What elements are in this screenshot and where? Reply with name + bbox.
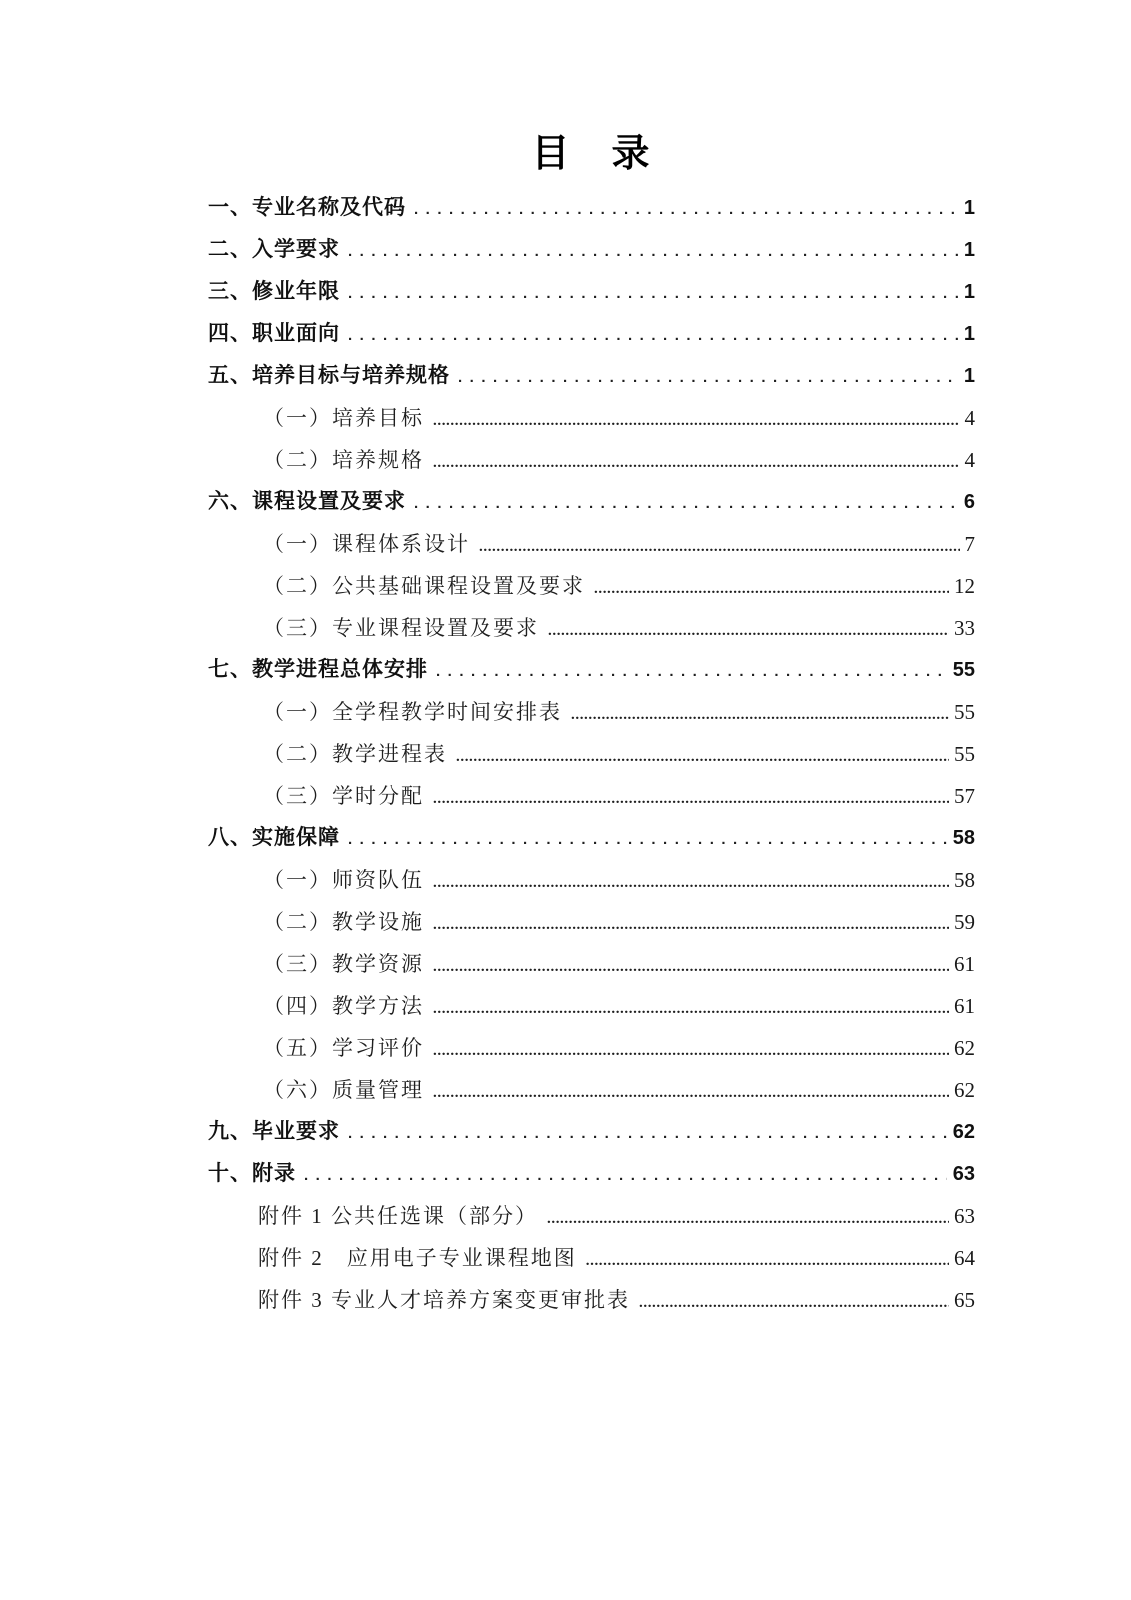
dot-leader: [414, 189, 958, 229]
toc-entry[interactable]: [208, 523, 975, 565]
dot-leader: [414, 483, 958, 523]
dot-leader: [479, 526, 960, 565]
toc-entry-label: 十、附录: [208, 1162, 296, 1185]
toc-entry-label: （四）教学方法: [263, 994, 424, 1018]
toc-entry[interactable]: [208, 985, 975, 1027]
toc-entry-label: 九、毕业要求: [208, 1120, 340, 1143]
toc-entry-label: 附件 1 公共任选课（部分）: [258, 1204, 538, 1228]
dot-leader: [348, 1113, 947, 1153]
toc-entry[interactable]: [208, 1279, 975, 1321]
dot-leader: [433, 988, 949, 1027]
toc-entry-label: 附件 3 专业人才培养方案变更审批表: [258, 1288, 630, 1312]
toc-entry-page: 59: [954, 910, 975, 934]
toc-entry-page: 33: [954, 616, 975, 640]
toc-entry[interactable]: [208, 817, 975, 859]
toc-entry-label: 三、修业年限: [208, 280, 340, 303]
dot-leader: [433, 946, 949, 985]
dot-leader: [433, 1072, 949, 1111]
dot-leader: [348, 819, 947, 859]
dot-leader: [304, 1155, 947, 1195]
toc-entry-label: （五）学习评价: [263, 1036, 424, 1060]
toc-entry-page: 65: [954, 1288, 975, 1312]
dot-leader: [639, 1282, 949, 1321]
toc-entry-page: 62: [954, 1036, 975, 1060]
toc-entry-label: （二）公共基础课程设置及要求: [263, 574, 585, 598]
toc-entry-page: 58: [954, 868, 975, 892]
dot-leader: [348, 273, 958, 313]
toc-entry[interactable]: [208, 901, 975, 943]
dot-leader: [433, 1030, 949, 1069]
toc-entry-label: （六）质量管理: [263, 1078, 424, 1102]
toc-entry-page: 7: [964, 532, 975, 556]
dot-leader: [433, 400, 960, 439]
dot-leader: [571, 694, 949, 733]
toc-entry-page: 63: [952, 1163, 975, 1185]
toc-entry-label: 七、教学进程总体安排: [208, 658, 428, 681]
toc-entry-page: 64: [954, 1246, 975, 1270]
dot-leader: [547, 1198, 949, 1237]
toc-entry-page: 1: [963, 197, 975, 219]
toc-entry-page: 55: [952, 659, 975, 681]
dot-leader: [594, 568, 949, 607]
toc-entry-label: 八、实施保障: [208, 826, 340, 849]
toc-entry-label: （一）全学程教学时间安排表: [263, 700, 562, 724]
dot-leader: [433, 778, 949, 817]
dot-leader: [458, 357, 958, 397]
toc-entry[interactable]: [208, 229, 975, 271]
toc-entry-page: 12: [954, 574, 975, 598]
toc-entry-page: 1: [963, 365, 975, 387]
toc-entry-page: 63: [954, 1204, 975, 1228]
toc-entry[interactable]: [208, 1237, 975, 1279]
toc-entry-page: 1: [963, 281, 975, 303]
dot-leader: [348, 315, 958, 355]
toc-entry-label: 附件 2 应用电子专业课程地图: [258, 1246, 577, 1270]
dot-leader: [433, 904, 949, 943]
toc-entry[interactable]: [208, 1153, 975, 1195]
toc-entry[interactable]: [208, 943, 975, 985]
toc-entry-label: 六、课程设置及要求: [208, 490, 406, 513]
toc-entry-page: 62: [954, 1078, 975, 1102]
toc-entry-label: （二）教学进程表: [263, 742, 447, 766]
toc-entry[interactable]: [208, 1111, 975, 1153]
toc-entry-page: 57: [954, 784, 975, 808]
toc-entry-page: 58: [952, 827, 975, 849]
dot-leader: [348, 231, 958, 271]
toc-content: [208, 0, 975, 1321]
toc-entry-label: 二、入学要求: [208, 238, 340, 261]
toc-entry[interactable]: [208, 859, 975, 901]
toc-entry-label: （二）教学设施: [263, 910, 424, 934]
toc-entry[interactable]: [208, 313, 975, 355]
toc-entry-label: （一）培养目标: [263, 406, 424, 430]
toc-entry[interactable]: [208, 1069, 975, 1111]
toc-entry-page: 55: [954, 742, 975, 766]
toc-entry[interactable]: [208, 397, 975, 439]
toc-entry[interactable]: [208, 481, 975, 523]
toc-entry[interactable]: [208, 565, 975, 607]
toc-entry-label: （二）培养规格: [263, 448, 424, 472]
dot-leader: [456, 736, 949, 775]
toc-entry-page: 61: [954, 994, 975, 1018]
toc-entry-page: 4: [964, 448, 975, 472]
toc-entry-page: 61: [954, 952, 975, 976]
toc-entry-label: 五、培养目标与培养规格: [208, 364, 450, 387]
toc-entry[interactable]: [208, 607, 975, 649]
toc-entry[interactable]: [208, 733, 975, 775]
toc-entry[interactable]: [208, 1027, 975, 1069]
dot-leader: [548, 610, 949, 649]
toc-entry[interactable]: [208, 1195, 975, 1237]
toc-entry[interactable]: [208, 271, 975, 313]
toc-entry-label: 一、专业名称及代码: [208, 196, 406, 219]
toc-entry-label: （三）学时分配: [263, 784, 424, 808]
toc-entry[interactable]: [208, 439, 975, 481]
page-title: 目 录: [531, 133, 652, 175]
toc-entry-label: （一）师资队伍: [263, 868, 424, 892]
toc-entry-label: 四、职业面向: [208, 322, 340, 345]
toc-entry[interactable]: [208, 691, 975, 733]
toc-entry-page: 55: [954, 700, 975, 724]
toc-entry[interactable]: [208, 187, 975, 229]
toc-entry-page: 4: [964, 406, 975, 430]
dot-leader: [586, 1240, 949, 1279]
toc-list: [208, 187, 975, 1321]
toc-entry-label: （三）专业课程设置及要求: [263, 616, 539, 640]
toc-entry-label: （一）课程体系设计: [263, 532, 470, 556]
toc-entry-page: 62: [952, 1121, 975, 1143]
toc-entry-page: 6: [963, 491, 975, 513]
toc-entry-page: 1: [963, 239, 975, 261]
toc-entry[interactable]: [208, 649, 975, 691]
dot-leader: [436, 651, 947, 691]
toc-entry-label: （三）教学资源: [263, 952, 424, 976]
toc-entry[interactable]: [208, 775, 975, 817]
dot-leader: [433, 442, 960, 481]
dot-leader: [433, 862, 949, 901]
toc-entry-page: 1: [963, 323, 975, 345]
toc-entry[interactable]: [208, 355, 975, 397]
